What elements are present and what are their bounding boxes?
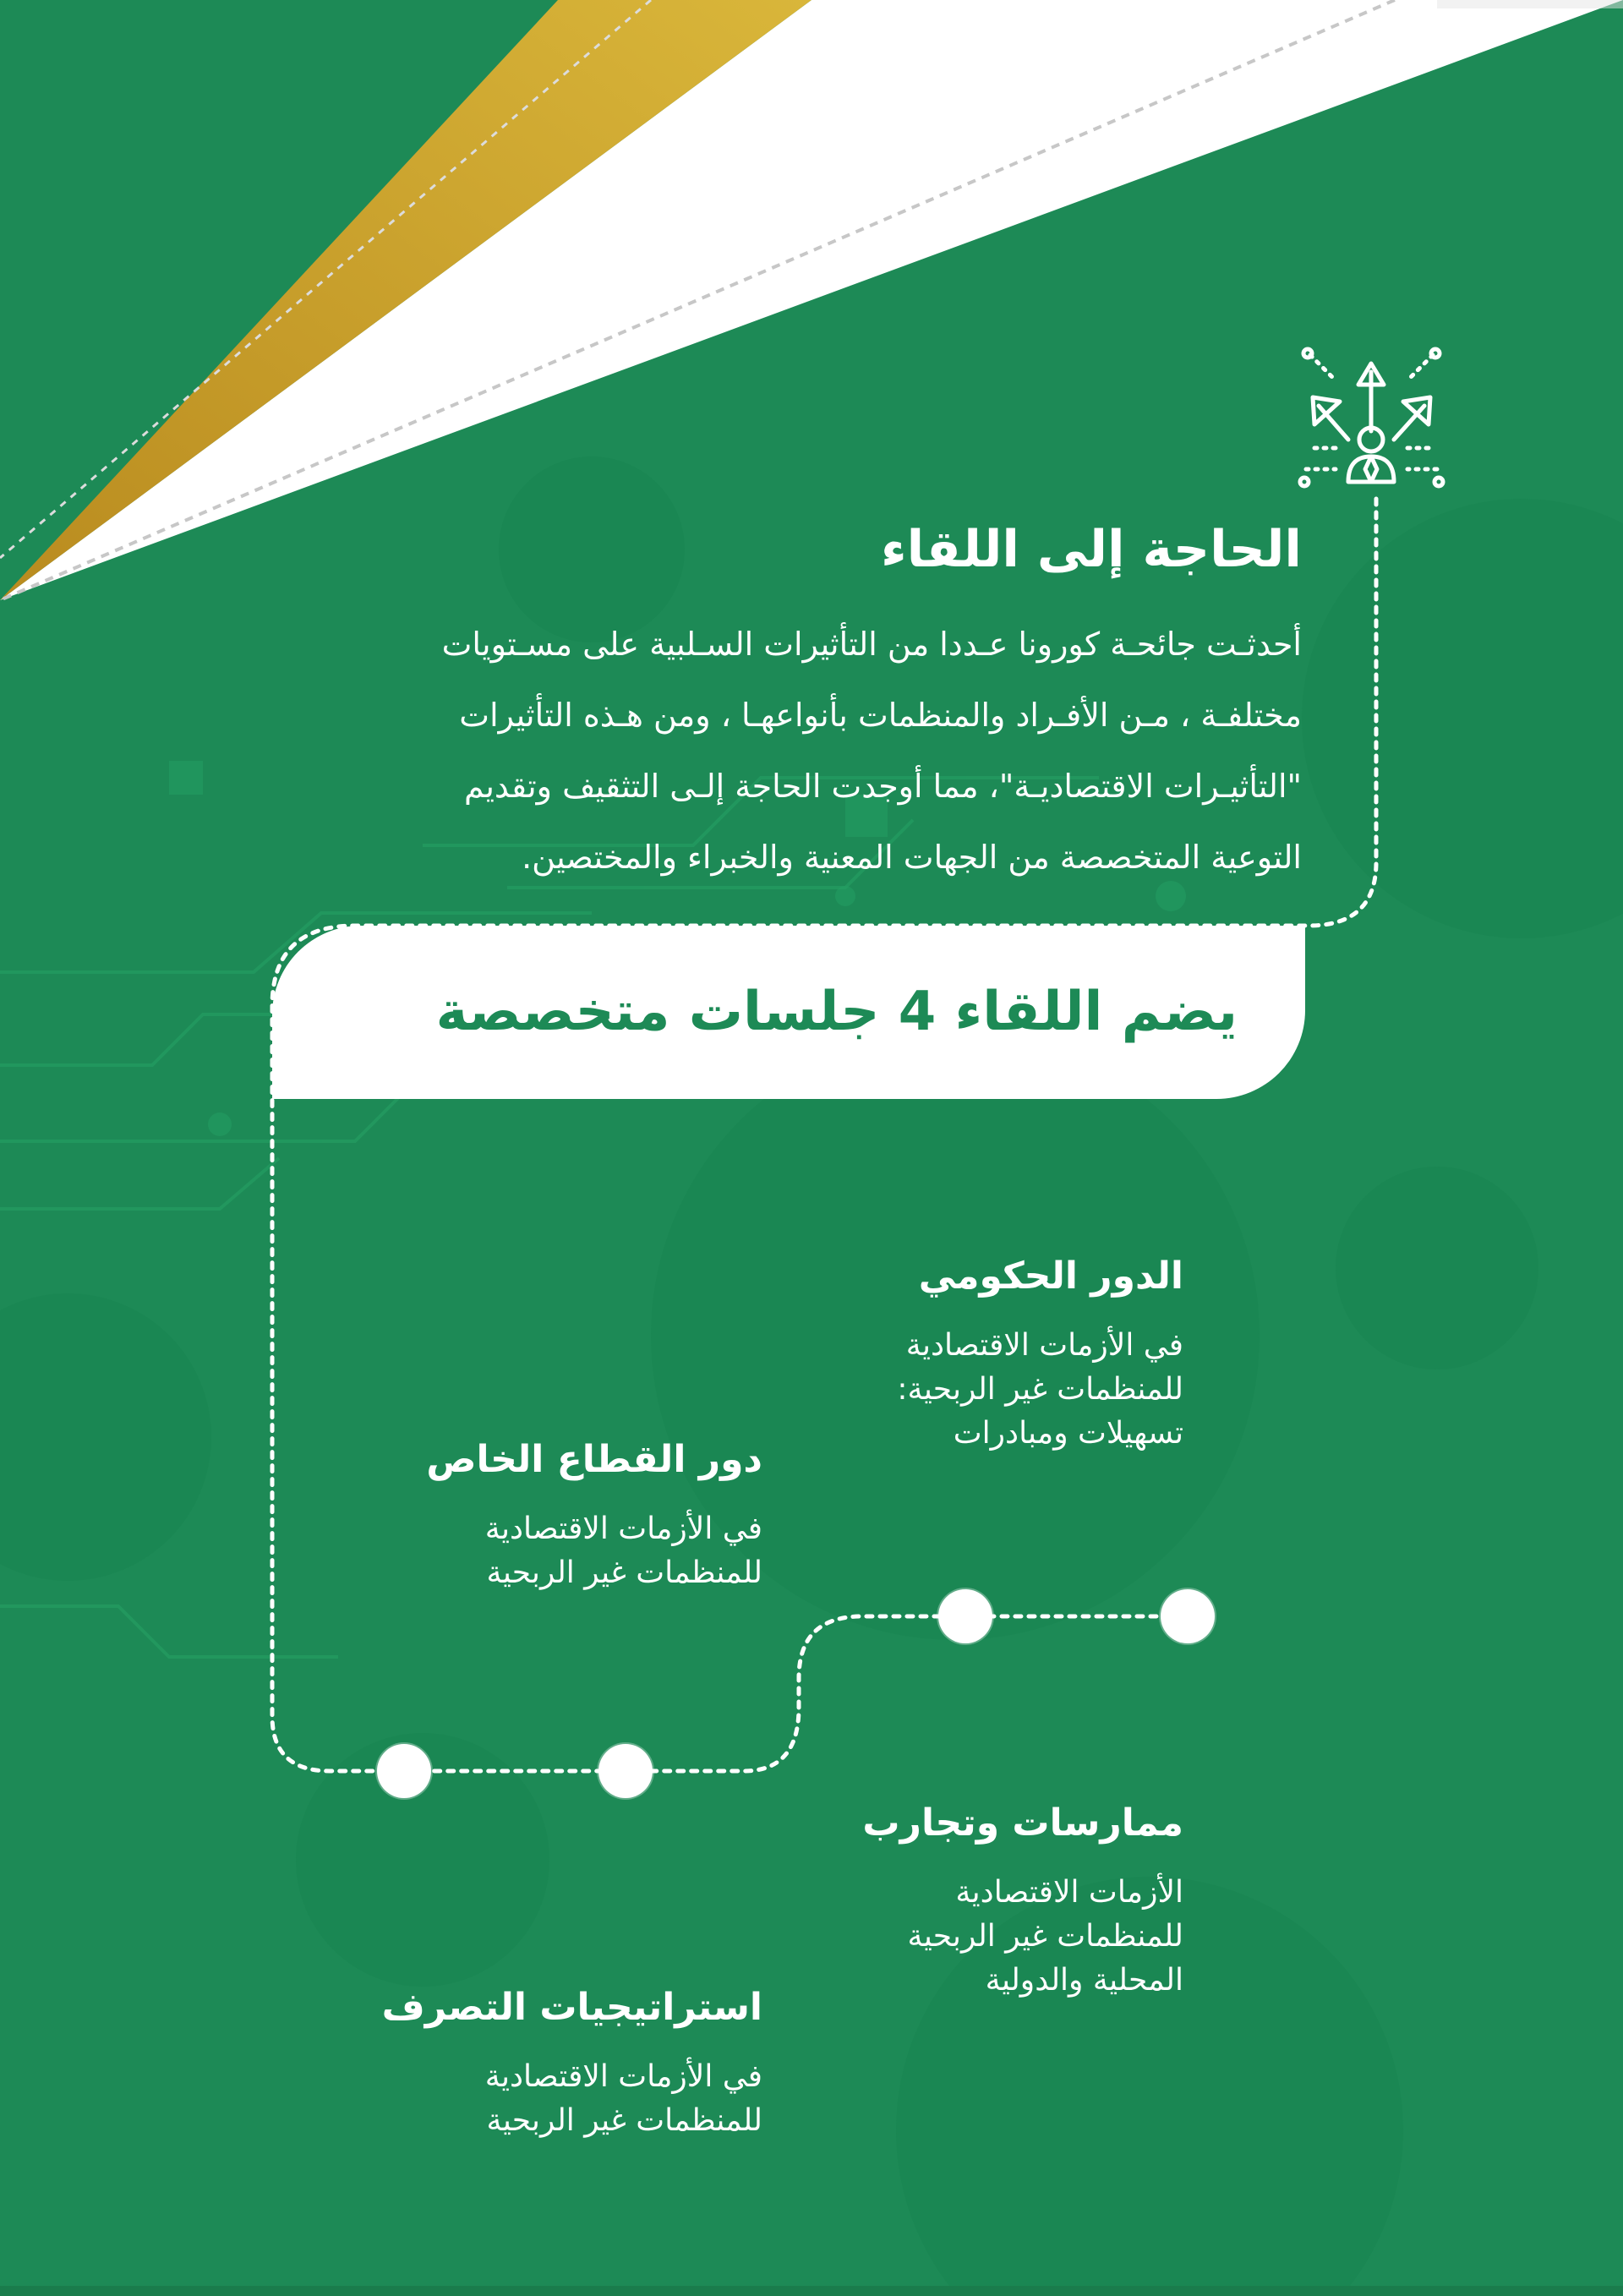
session-title: ممارسات وتجارب bbox=[862, 1801, 1183, 1845]
intro-title: الحاجة إلى اللقاء bbox=[880, 520, 1302, 579]
intro-line: "التأثيـرات الاقتصاديـة"، مما أوجدت الحاجة إلـى التثقيف وتقديم bbox=[464, 768, 1302, 805]
session-line: في الأزمات الاقتصادية bbox=[905, 1328, 1183, 1363]
timeline-node-3 bbox=[598, 1744, 653, 1798]
session-line: للمنظمات غير الربحية: bbox=[897, 1372, 1183, 1407]
session-description bbox=[744, 1871, 1183, 2003]
session-private-sector-role bbox=[323, 1435, 762, 1595]
growth-directions-icon bbox=[1298, 347, 1445, 495]
timeline-node-2 bbox=[938, 1589, 992, 1643]
timeline-node-1 bbox=[1161, 1589, 1215, 1643]
intro-line: التوعية المتخصصة من الجهات المعنية والخبراء والمختصين. bbox=[522, 839, 1302, 876]
session-description bbox=[289, 2055, 762, 2143]
session-line: في الأزمات الاقتصادية bbox=[484, 1512, 762, 1546]
timeline-node-4 bbox=[377, 1744, 431, 1798]
session-line: للمنظمات غير الربحية bbox=[486, 2103, 762, 2138]
bottom-border bbox=[0, 2286, 1623, 2296]
session-line: في الأزمات الاقتصادية bbox=[484, 2059, 762, 2094]
session-description bbox=[323, 1507, 762, 1595]
session-line: للمنظمات غير الربحية bbox=[907, 1919, 1183, 1954]
session-title: استراتيجيات التصرف bbox=[381, 1986, 762, 2029]
session-description bbox=[744, 1324, 1183, 1456]
session-government-role bbox=[744, 1251, 1183, 1456]
session-title: دور القطاع الخاص bbox=[426, 1438, 762, 1481]
session-response-strategies bbox=[289, 1982, 762, 2143]
session-line: الأزمات الاقتصادية bbox=[955, 1875, 1183, 1910]
intro-line: مختلفـة ، مـن الأفـراد والمنظمات بأنواعهـا ، ومن هـذه التأثيرات bbox=[459, 697, 1302, 734]
session-line: المحلية والدولية bbox=[985, 1963, 1183, 1998]
intro-line: أحدثـت جائحـة كورونا عـددا من التأثيرات السـلبية على مسـتويات bbox=[441, 626, 1302, 663]
banner-title: يضم اللقاء 4 جلسات متخصصة bbox=[435, 981, 1238, 1043]
session-practices-experiences bbox=[744, 1798, 1183, 2003]
session-title: الدور الحكومي bbox=[918, 1255, 1183, 1298]
intro-paragraph bbox=[203, 609, 1302, 893]
sessions-banner bbox=[272, 926, 1305, 1099]
session-line: تسهيلات ومبادرات bbox=[953, 1416, 1183, 1451]
session-line: للمنظمات غير الربحية bbox=[486, 1555, 762, 1590]
